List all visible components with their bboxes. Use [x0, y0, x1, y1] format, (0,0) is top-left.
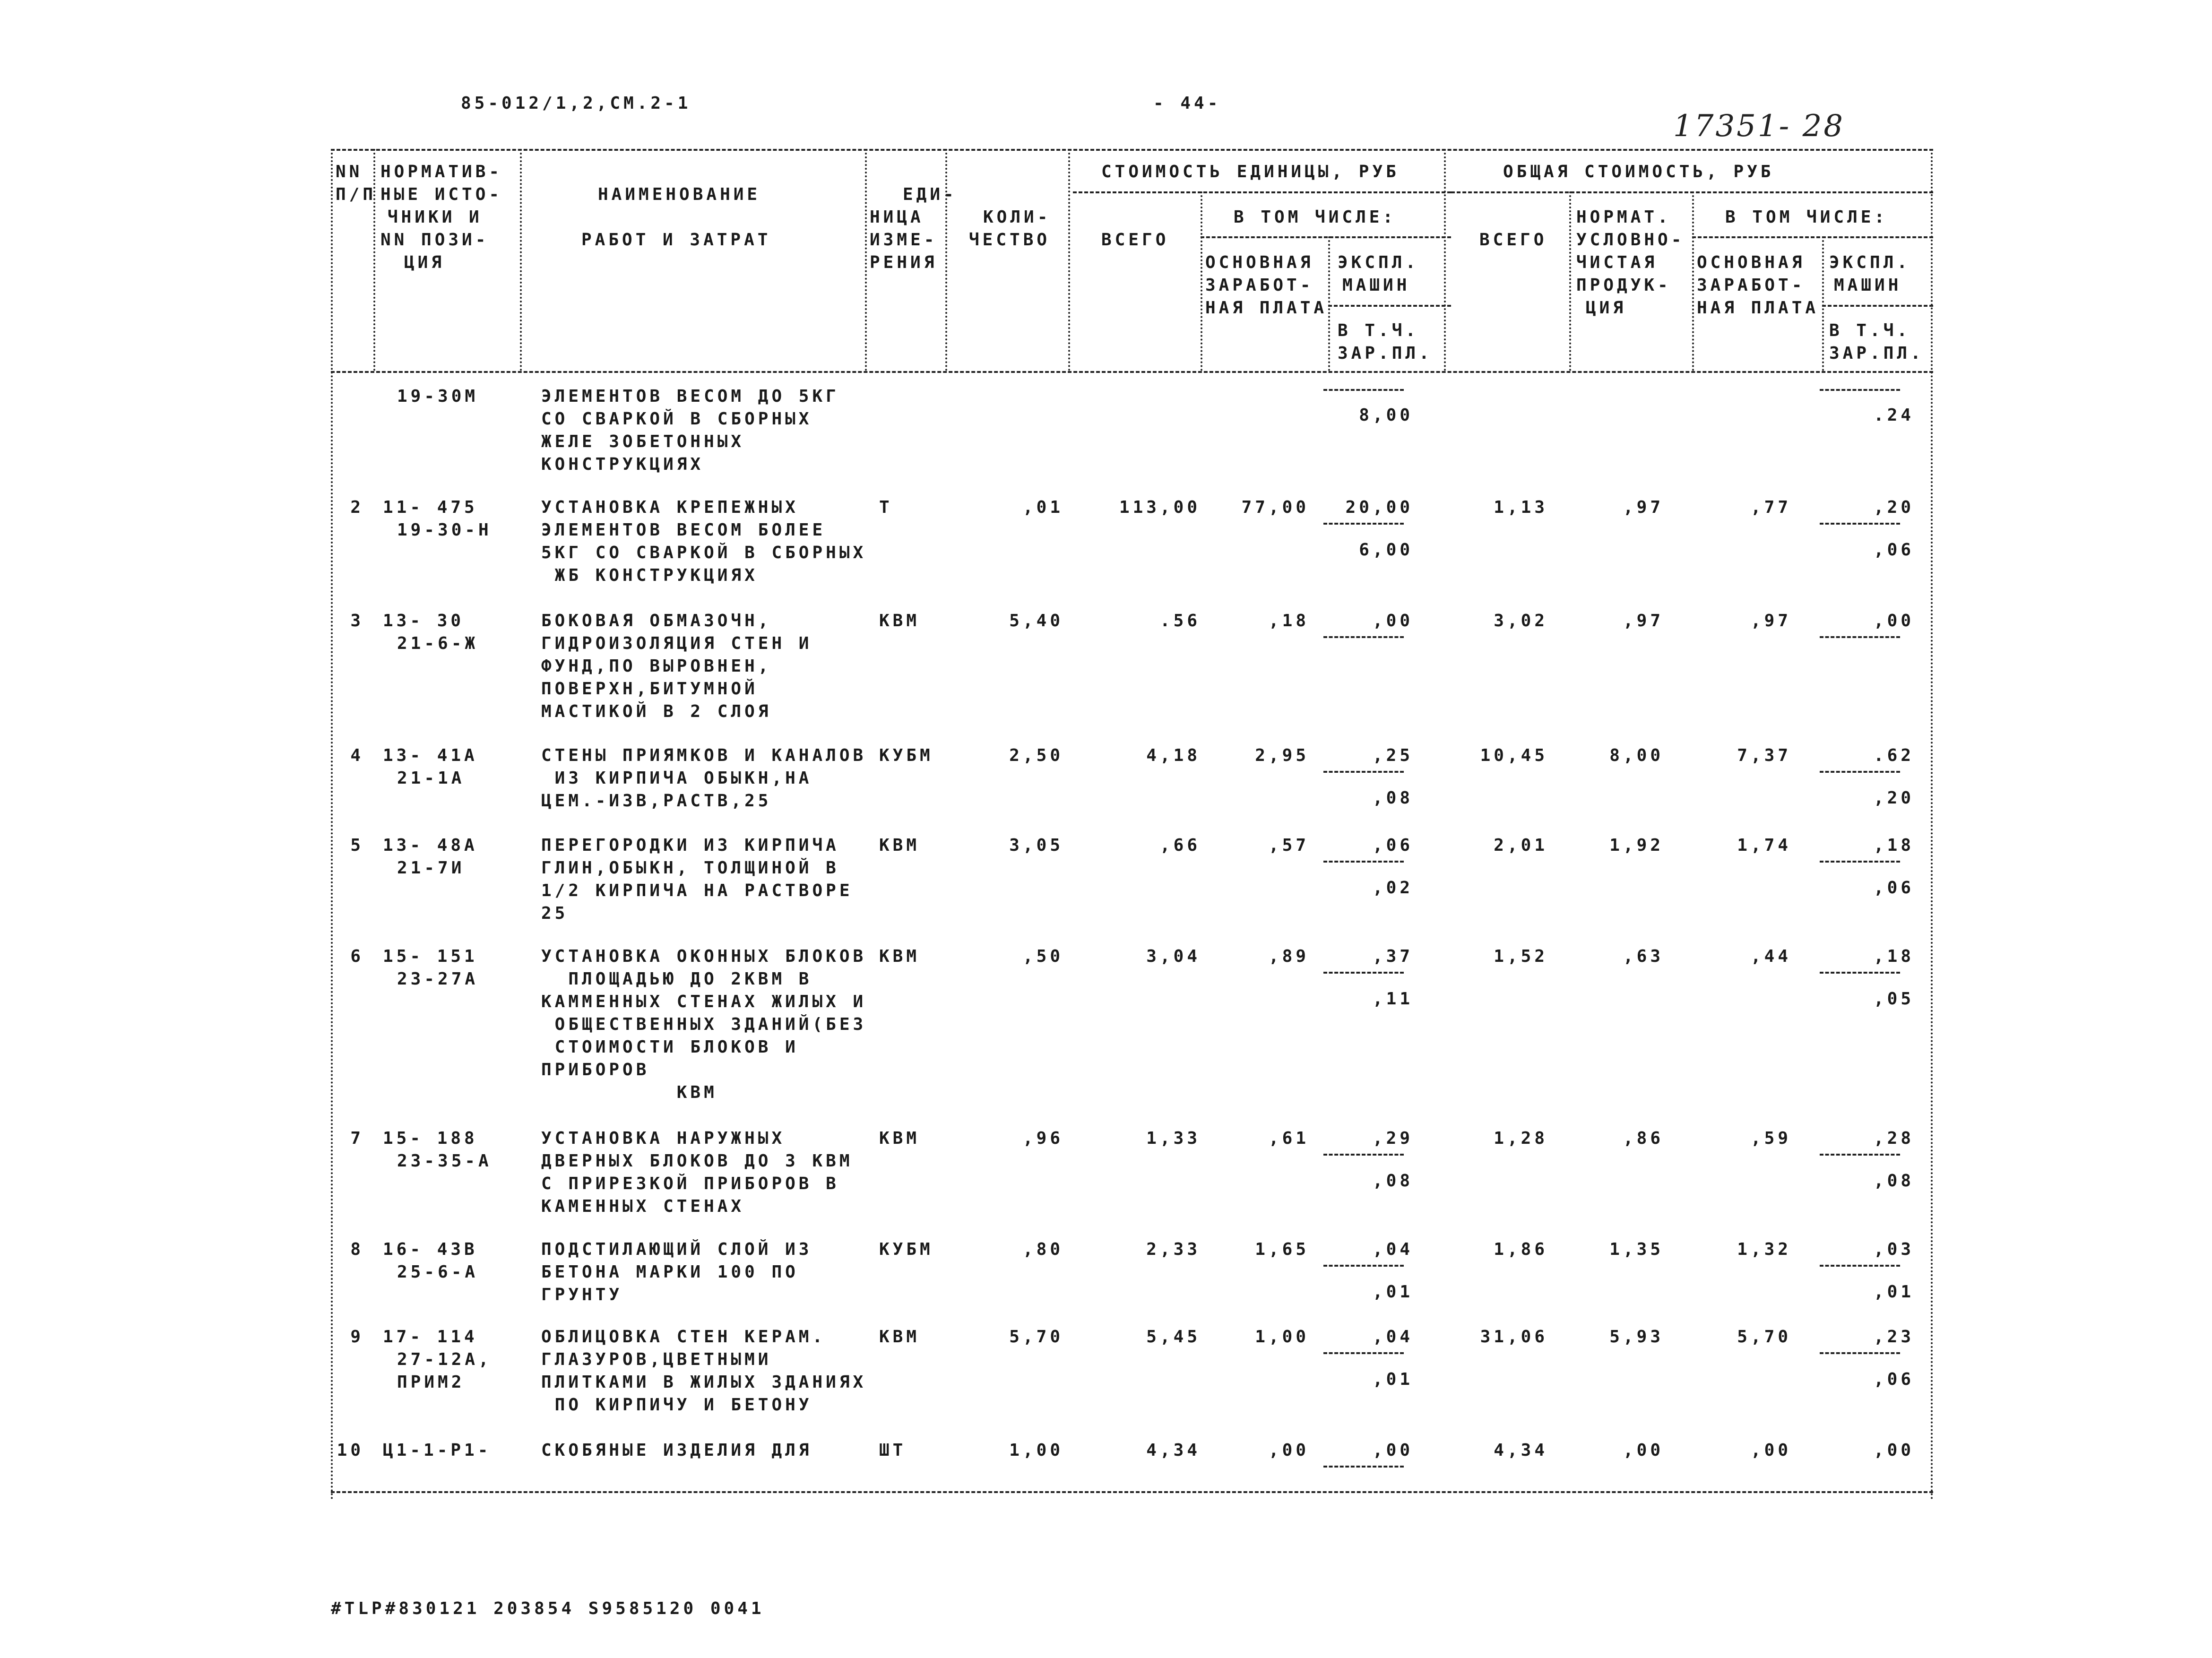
row-total-mach-divider — [1820, 771, 1900, 773]
row-total-total: 1,13 — [1494, 498, 1548, 517]
header-unit-mach-2: МАШИН — [1342, 276, 1410, 295]
row-number: 6 — [350, 947, 364, 966]
header-norm-net-5: ЦИЯ — [1586, 298, 1627, 318]
col-border-tnorm — [1692, 191, 1694, 371]
col-border-name — [865, 149, 867, 371]
row-name-line: СТОИМОСТИ БЛОКОВ И — [541, 1037, 799, 1057]
row-unit-mach-divider — [1323, 1352, 1404, 1354]
row-total-mach-divider — [1820, 1154, 1900, 1156]
row-name-line: ГИДРОИЗОЛЯЦИЯ СТЕН И — [541, 634, 812, 653]
row-code: 11- 475 — [383, 498, 478, 517]
col-border-umach — [1444, 149, 1446, 371]
col-border-twage — [1822, 236, 1824, 371]
row-total-norm: 1,92 — [1609, 836, 1664, 855]
header-name-2: РАБОТ И ЗАТРАТ — [581, 230, 771, 250]
row-total-mach-wage: ,20 — [1873, 788, 1914, 808]
header-total-inclwage-1: В Т.Ч. — [1829, 321, 1911, 340]
header-unit-total: ВСЕГО — [1101, 230, 1169, 250]
header-norm-5: ЦИЯ — [404, 253, 445, 272]
row-number: 8 — [350, 1240, 364, 1259]
row-qty: ,01 — [1022, 498, 1063, 517]
row-name-line: ИЗ КИРПИЧА ОБЫКН,НА — [541, 769, 812, 788]
row-total-mach: ,20 — [1873, 498, 1914, 517]
row-unit: КВМ — [879, 1129, 920, 1148]
row-unit-mach-divider — [1323, 1154, 1404, 1156]
row-name-line: 1/2 КИРПИЧА НА РАСТВОРЕ — [541, 881, 853, 900]
row-unit-mach-divider — [1323, 636, 1404, 638]
row-unit-mach: ,37 — [1372, 947, 1413, 966]
row-unit-mach-divider — [1323, 1466, 1404, 1468]
header-unit-wage-2: ЗАРАБОТ- — [1205, 276, 1314, 295]
header-total-inclwage-2: ЗАР.ПЛ. — [1829, 344, 1924, 363]
header-total-wage-3: НАЯ ПЛАТА — [1697, 298, 1819, 318]
row-unit-mach-divider — [1323, 389, 1404, 391]
row-unit-mach-wage: ,11 — [1372, 989, 1413, 1009]
row-name-line: УСТАНОВКА НАРУЖНЫХ — [541, 1129, 786, 1148]
row-code: 15- 188 — [383, 1129, 478, 1148]
row-total-mach: ,18 — [1873, 947, 1914, 966]
row-total-mach: ,23 — [1873, 1327, 1914, 1347]
row-unit-mach: ,04 — [1372, 1240, 1413, 1259]
row-unit-total: 5,45 — [1146, 1327, 1201, 1347]
table-top-border — [331, 149, 1933, 151]
row-qty: ,80 — [1022, 1240, 1063, 1259]
row-total-mach-wage: ,08 — [1873, 1171, 1914, 1191]
row-total-mach: ,00 — [1873, 1441, 1914, 1460]
row-total-norm: 1,35 — [1609, 1240, 1664, 1259]
header-total-cost: ОБЩАЯ СТОИМОСТЬ, РУБ — [1503, 162, 1774, 181]
row-code-2: 27-12А, — [397, 1350, 492, 1369]
row-total-wage: ,97 — [1750, 611, 1791, 630]
row-unit-wage: 1,00 — [1255, 1327, 1309, 1347]
row-unit-total: 3,04 — [1146, 947, 1201, 966]
row-name-line: БОКОВАЯ ОБМАЗОЧН, — [541, 611, 772, 630]
row-name-line: ЖБ КОНСТРУКЦИЯХ — [541, 566, 758, 585]
row-code: 13- 48А — [383, 836, 478, 855]
row-total-total: 1,28 — [1494, 1129, 1548, 1148]
row-name-line: КАМЕННЫХ СТЕНАХ — [541, 1197, 745, 1216]
row-name-line: ПЕРЕГОРОДКИ ИЗ КИРПИЧА — [541, 836, 839, 855]
row-unit: ШТ — [879, 1441, 907, 1460]
row-name-line: 5КГ СО СВАРКОЙ В СБОРНЫХ — [541, 543, 867, 562]
header-total-incl: В ТОМ ЧИСЛЕ: — [1725, 207, 1888, 227]
header-bottom-border — [331, 371, 1933, 373]
row-unit: Т — [879, 498, 893, 517]
header-total-wage-2: ЗАРАБОТ- — [1697, 276, 1806, 295]
row-unit-wage: ,00 — [1268, 1441, 1309, 1460]
handwritten-number: 17351- 28 — [1673, 109, 1845, 144]
header-nn-1: NN — [336, 162, 363, 181]
header-nn-2: П/П — [336, 185, 377, 204]
row-unit-mach: ,00 — [1372, 1441, 1413, 1460]
row-name-line: СТЕНЫ ПРИЯМКОВ И КАНАЛОВ — [541, 746, 867, 765]
row-unit: КУБМ — [879, 1240, 933, 1259]
row-total-norm: ,97 — [1623, 611, 1664, 630]
header-norm-2: НЫЕ ИСТО- — [380, 185, 503, 204]
row-total-wage: ,59 — [1750, 1129, 1791, 1148]
row-total-mach: ,03 — [1873, 1240, 1914, 1259]
row-qty: 2,50 — [1009, 746, 1063, 765]
col-border-uwage — [1328, 236, 1330, 371]
row-unit-wage: ,89 — [1268, 947, 1309, 966]
header-unit-3: ИЗМЕ- — [870, 230, 938, 250]
row-name-line: СО СВАРКОЙ В СБОРНЫХ — [541, 409, 812, 429]
row-total-mach-divider — [1820, 1352, 1900, 1354]
header-total-mach-1: ЭКСПЛ. — [1829, 253, 1911, 272]
header-unit-2: НИЦА — [870, 207, 924, 227]
footer-code: #TLP#830121 203854 S9585120 0041 — [331, 1599, 765, 1618]
row-name-line: СКОБЯНЫЕ ИЗДЕЛИЯ ДЛЯ — [541, 1441, 812, 1460]
row-name-line: МАСТИКОЙ В 2 СЛОЯ — [541, 702, 772, 721]
col-border-right — [1931, 149, 1933, 1501]
row-total-mach-wage: ,05 — [1873, 989, 1914, 1009]
row-name-line: ГЛАЗУРОВ,ЦВЕТНЫМИ — [541, 1350, 772, 1369]
total-mach-divider — [1822, 305, 1933, 307]
row-total-mach-divider — [1820, 523, 1900, 525]
header-unit-mach-1: ЭКСПЛ. — [1338, 253, 1419, 272]
row-code: 13- 41А — [383, 746, 478, 765]
row-number: 7 — [350, 1129, 364, 1148]
row-unit-mach-wage: ,01 — [1372, 1370, 1413, 1389]
row-name-line: ЭЛЕМЕНТОВ ВЕСОМ БОЛЕЕ — [541, 520, 826, 540]
row-unit-mach-wage: ,08 — [1372, 1171, 1413, 1191]
row-name-line: ФУНД,ПО ВЫРОВНЕН, — [541, 656, 772, 676]
row-name-line: ОБЛИЦОВКА СТЕН КЕРАМ. — [541, 1327, 826, 1347]
row-unit-total: 2,33 — [1146, 1240, 1201, 1259]
row-code-2: 25-6-А — [397, 1262, 479, 1282]
row-qty: ,50 — [1022, 947, 1063, 966]
row-total-mach-wage: ,06 — [1873, 540, 1914, 560]
header-total-total: ВСЕГО — [1479, 230, 1547, 250]
row-name-line: ПЛОЩАДЬЮ ДО 2КВМ В — [541, 969, 812, 989]
row-unit-mach: ,25 — [1372, 746, 1413, 765]
col-border-ttotal — [1569, 191, 1571, 371]
header-norm-net-1: НОРМАТ. — [1576, 207, 1671, 227]
row-unit-mach: ,06 — [1372, 836, 1413, 855]
row-total-wage: 5,70 — [1737, 1327, 1791, 1347]
row-total-norm: ,63 — [1623, 947, 1664, 966]
row-number: 3 — [350, 611, 364, 630]
row-unit: КВМ — [879, 947, 920, 966]
row-name-line: УСТАНОВКА КРЕПЕЖНЫХ — [541, 498, 799, 517]
row-total-mach-wage: ,01 — [1873, 1282, 1914, 1302]
row-number: 10 — [337, 1441, 364, 1460]
row-total-mach-wage: .24 — [1873, 406, 1914, 425]
row-code-2: 23-35-А — [397, 1151, 492, 1171]
row-total-norm: ,00 — [1623, 1441, 1664, 1460]
total-incl-divider — [1692, 236, 1933, 238]
row-total-total: 1,52 — [1494, 947, 1548, 966]
row-unit-mach-divider — [1323, 972, 1404, 974]
row-name-line: ГРУНТУ — [541, 1285, 623, 1304]
row-code-2: 21-7И — [397, 858, 465, 878]
row-unit-total: ,66 — [1159, 836, 1201, 855]
row-total-wage: ,44 — [1750, 947, 1791, 966]
header-norm-net-3: ЧИСТАЯ — [1576, 253, 1658, 272]
row-code: 13- 30 — [383, 611, 465, 630]
row-total-wage: ,77 — [1750, 498, 1791, 517]
col-border-norm — [520, 149, 522, 371]
row-unit-mach: ,29 — [1372, 1129, 1413, 1148]
row-unit-total: .56 — [1159, 611, 1201, 630]
row-number: 4 — [350, 746, 364, 765]
row-unit: КУБМ — [879, 746, 933, 765]
row-name-line: 25 — [541, 904, 569, 923]
header-unit-wage-1: ОСНОВНАЯ — [1205, 253, 1314, 272]
row-unit-total: 1,33 — [1146, 1129, 1201, 1148]
row-code-3: ПРИМ2 — [397, 1373, 465, 1392]
row-unit: КВМ — [879, 1327, 920, 1347]
row-name-line: ПО КИРПИЧУ И БЕТОНУ — [541, 1395, 812, 1415]
header-unit-inclwage-2: ЗАР.ПЛ. — [1338, 344, 1433, 363]
row-code-2: 23-27А — [397, 969, 479, 989]
header-norm-4: NN ПОЗИ- — [380, 230, 489, 250]
row-name-line: УСТАНОВКА ОКОННЫХ БЛОКОВ — [541, 947, 867, 966]
row-name-line: ЖЕЛЕ ЗОБЕТОННЫХ — [541, 432, 745, 451]
col-border-unit — [945, 149, 947, 371]
col-border-qty — [1068, 149, 1070, 371]
row-unit-mach-wage: ,02 — [1372, 878, 1413, 898]
row-unit-mach-wage: ,08 — [1372, 788, 1413, 808]
unit-mach-divider — [1328, 305, 1451, 307]
row-name-line: С ПРИРЕЗКОЙ ПРИБОРОВ В — [541, 1174, 839, 1193]
row-unit-wage: ,57 — [1268, 836, 1309, 855]
header-unit-1: ЕДИ- — [903, 185, 957, 204]
header-unit-inclwage-1: В Т.Ч. — [1338, 321, 1419, 340]
row-total-mach-divider — [1820, 636, 1900, 638]
row-total-total: 10,45 — [1480, 746, 1548, 765]
row-unit-total: 113,00 — [1119, 498, 1201, 517]
row-unit-mach-divider — [1323, 1265, 1404, 1267]
row-code: 19-30М — [397, 387, 479, 406]
row-code-2: 21-1А — [397, 769, 465, 788]
row-total-mach: ,18 — [1873, 836, 1914, 855]
row-name-line: БЕТОНА МАРКИ 100 ПО — [541, 1262, 799, 1282]
row-total-mach: ,00 — [1873, 611, 1914, 630]
header-total-wage-1: ОСНОВНАЯ — [1697, 253, 1806, 272]
row-name-line: ПОДСТИЛАЮЩИЙ СЛОЙ ИЗ — [541, 1240, 812, 1259]
header-name-1: НАИМЕНОВАНИЕ — [598, 185, 761, 204]
row-total-mach: .62 — [1873, 746, 1914, 765]
row-unit: КВМ — [879, 836, 920, 855]
row-total-wage: 1,74 — [1737, 836, 1791, 855]
row-name-line: ОБЩЕСТВЕННЫХ ЗДАНИЙ(БЕЗ — [541, 1015, 867, 1034]
col-border-left — [331, 149, 333, 1501]
row-name-line: ПРИБОРОВ — [541, 1060, 650, 1079]
row-unit-mach-wage: 6,00 — [1359, 540, 1413, 560]
row-total-total: 2,01 — [1494, 836, 1548, 855]
row-qty: 1,00 — [1009, 1441, 1063, 1460]
unit-incl-divider — [1201, 236, 1451, 238]
header-norm-net-2: УСЛОВНО- — [1576, 230, 1685, 250]
header-total-mach-2: МАШИН — [1834, 276, 1902, 295]
row-unit-total: 4,18 — [1146, 746, 1201, 765]
row-name-line: ЭЛЕМЕНТОВ ВЕСОМ ДО 5КГ — [541, 387, 839, 406]
row-total-mach-divider — [1820, 861, 1900, 863]
row-number: 5 — [350, 836, 364, 855]
header-qty-1: КОЛИ- — [983, 207, 1051, 227]
row-number: 9 — [350, 1327, 364, 1347]
row-total-wage: ,00 — [1750, 1441, 1791, 1460]
row-name-line: ДВЕРНЫХ БЛОКОВ ДО 3 КВМ — [541, 1151, 853, 1171]
row-total-mach-divider — [1820, 972, 1900, 974]
row-name-line: ЦЕМ.-ИЗВ,РАСТВ,25 — [541, 791, 772, 811]
row-name-line: КВМ — [541, 1083, 717, 1102]
row-total-total: 31,06 — [1480, 1327, 1548, 1347]
unit-cost-divider — [1073, 191, 1451, 193]
row-total-mach-divider — [1820, 389, 1900, 391]
row-total-mach-divider — [1820, 1265, 1900, 1267]
row-total-norm: 5,93 — [1609, 1327, 1664, 1347]
row-qty: 5,70 — [1009, 1327, 1063, 1347]
row-qty: 3,05 — [1009, 836, 1063, 855]
col-border-nn — [373, 149, 375, 371]
row-total-norm: ,97 — [1623, 498, 1664, 517]
row-total-wage: 1,32 — [1737, 1240, 1791, 1259]
row-code-2: 19-30-Н — [397, 520, 492, 540]
row-total-total: 1,86 — [1494, 1240, 1548, 1259]
row-total-mach-wage: ,06 — [1873, 878, 1914, 898]
row-total-mach-wage: ,06 — [1873, 1370, 1914, 1389]
row-name-line: ПОВЕРХН,БИТУМНОЙ — [541, 679, 758, 699]
row-unit-mach: 20,00 — [1345, 498, 1413, 517]
header-norm-net-4: ПРОДУК- — [1576, 276, 1671, 295]
row-unit-wage: 77,00 — [1241, 498, 1309, 517]
header-norm-3: ЧНИКИ И — [388, 207, 483, 227]
row-total-wage: 7,37 — [1737, 746, 1791, 765]
header-unit-cost: СТОИМОСТЬ ЕДИНИЦЫ, РУБ — [1101, 162, 1400, 181]
page-number: - 44- — [1153, 94, 1221, 113]
row-unit-mach-divider — [1323, 523, 1404, 525]
row-code: 15- 151 — [383, 947, 478, 966]
header-unit-wage-3: НАЯ ПЛАТА — [1205, 298, 1328, 318]
row-code: 17- 114 — [383, 1327, 478, 1347]
row-total-norm: 8,00 — [1609, 746, 1664, 765]
row-total-total: 3,02 — [1494, 611, 1548, 630]
row-total-norm: ,86 — [1623, 1129, 1664, 1148]
row-code: Ц1-1-Р1- — [383, 1441, 492, 1460]
row-unit-mach-wage: 8,00 — [1359, 406, 1413, 425]
row-unit-wage: 1,65 — [1255, 1240, 1309, 1259]
row-unit-wage: 2,95 — [1255, 746, 1309, 765]
row-name-line: КОНСТРУКЦИЯХ — [541, 455, 704, 474]
header-qty-2: ЧЕСТВО — [969, 230, 1051, 250]
row-qty: 5,40 — [1009, 611, 1063, 630]
row-code: 16- 43В — [383, 1240, 478, 1259]
table-bottom-border — [331, 1491, 1933, 1493]
row-unit: КВМ — [879, 611, 920, 630]
row-total-mach: ,28 — [1873, 1129, 1914, 1148]
row-number: 2 — [350, 498, 364, 517]
row-name-line: ГЛИН,ОБЫКН, ТОЛЩИНОЙ В — [541, 858, 839, 878]
col-border-utotal — [1201, 191, 1202, 371]
header-unit-incl: В ТОМ ЧИСЛЕ: — [1234, 207, 1397, 227]
row-unit-wage: ,18 — [1268, 611, 1309, 630]
header-unit-4: РЕНИЯ — [870, 253, 938, 272]
row-unit-wage: ,61 — [1268, 1129, 1309, 1148]
row-name-line: КАММЕННЫХ СТЕНАХ ЖИЛЫХ И — [541, 992, 867, 1011]
row-code-2: 21-6-Ж — [397, 634, 479, 653]
document-code: 85-012/1,2,СМ.2-1 — [461, 94, 691, 113]
header-norm-1: НОРМАТИВ- — [380, 162, 503, 181]
row-unit-mach: ,00 — [1372, 611, 1413, 630]
row-name-line: ПЛИТКАМИ В ЖИЛЫХ ЗДАНИЯХ — [541, 1373, 867, 1392]
row-unit-total: 4,34 — [1146, 1441, 1201, 1460]
row-unit-mach-divider — [1323, 861, 1404, 863]
row-unit-mach-wage: ,01 — [1372, 1282, 1413, 1302]
row-qty: ,96 — [1022, 1129, 1063, 1148]
row-unit-mach-divider — [1323, 771, 1404, 773]
row-unit-mach: ,04 — [1372, 1327, 1413, 1347]
row-total-total: 4,34 — [1494, 1441, 1548, 1460]
